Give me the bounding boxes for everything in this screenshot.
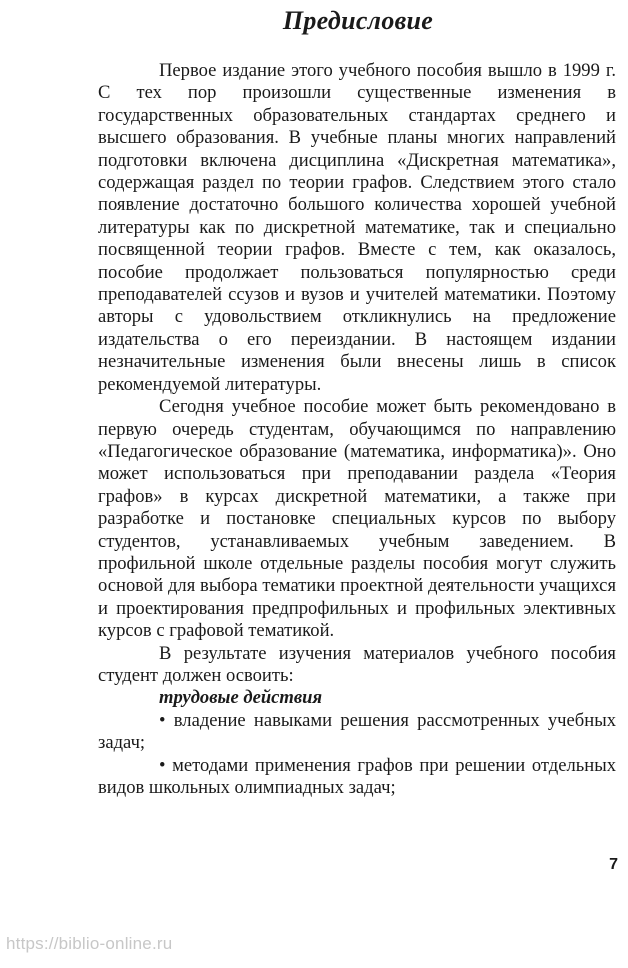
page-title: Предисловие: [282, 6, 434, 35]
watermark-url: https://biblio-online.ru: [6, 934, 173, 953]
paragraph-first-edition: Первое издание этого учебного пособия вышло в 1999 г. С тех пор произошли существенные изменения в государственных образовательных стандартах среднего и высшего образования. В учебные планы многих направлений подготовки включена дисциплина «Дискретная математика», содержащая раздел по теории графов. Следствием этого стало появление достаточно большого количества хорошей учебной литературы как по дискретной математике, так и специально посвященной теории графов. Вместе с тем, как оказалось, пособие продолжает пользоваться популярностью среди преподавателей ссузов и вузов и учителей математики. Поэтому авторы с удовольствием откликнулись на предложение издательства о его переиздании. В настоящем издании незначительные изменения были внесены лишь в список рекомендуемой литературы.: [98, 60, 616, 395]
bullet-item-solving-skills: • владение навыками решения рассмотренных учебных задач;: [98, 709, 616, 754]
paragraph-recommendation: Сегодня учебное пособие может быть рекомендовано в первую очередь студентам, обучающимся по направлению «Педагогическое образование (математика, информатика)». Оно может использоваться при преподавании раздела «Теория графов» в курсах дискретной математики, а также при разработке и постановке специальных курсов по выбору студентов, устанавливаемых учебным заведением. В профильной школе отдельные разделы пособия могут служить основой для выбора тематики проектной деятельности учащихся и проектирования предпрофильных и профильных элективных курсов с графовой тематикой.: [98, 396, 616, 642]
subheading-labor-actions: трудовые действия: [159, 687, 323, 709]
bullet-item-graph-methods: • методами применения графов при решении отдельных видов школьных олимпиадных задач;: [98, 754, 616, 798]
body-text: [98, 60, 616, 799]
page-number: 7: [609, 856, 618, 873]
paragraph-learning-outcomes: В результате изучения материалов учебного пособия студент должен освоить:: [98, 642, 616, 686]
